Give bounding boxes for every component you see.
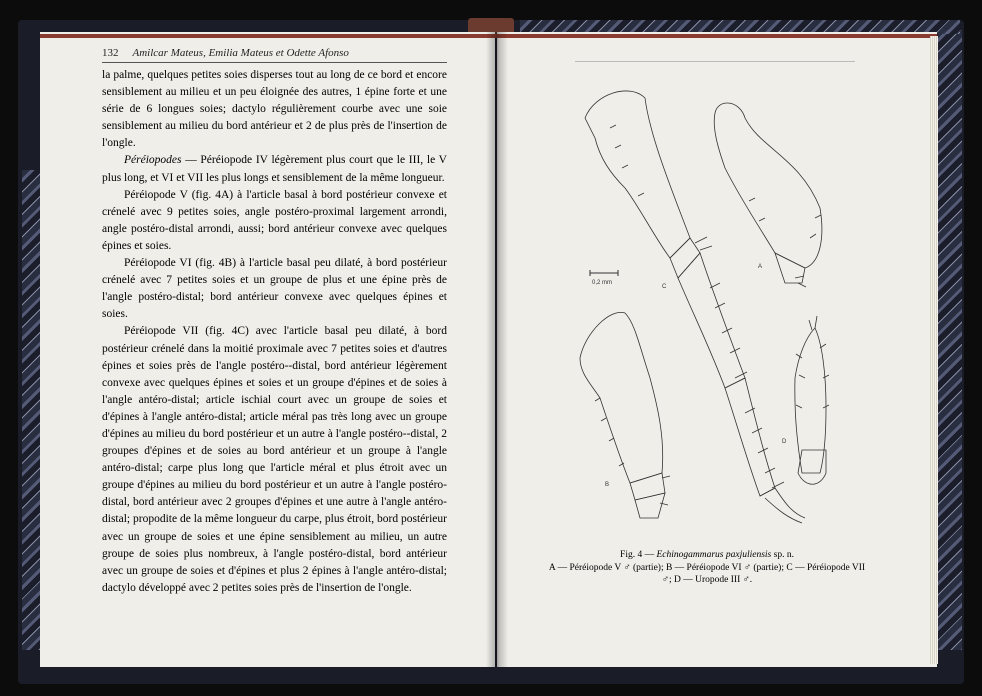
periopodes-text: — Péréiopode IV légèrement plus court que le III, le V plus long, et VI et VII les plus longs et sensiblement de la même longueur.: [102, 154, 447, 184]
paragraph-continuation: la palme, quelques petites soies disperses tout au long de ce bord et encore sensiblement au milieu et un peu éloignée des autres, 1 épine forte et une série de 6 longues soies; dactylo régulièrement courbe avec une soie sensiblement au milieu du bord antérieur et 2 de plus près de l'insertion de l'ongle.: [102, 69, 447, 150]
page-edge-right: [930, 36, 938, 664]
appendage-a: [714, 103, 822, 287]
figure-caption: [548, 549, 866, 587]
paragraph-periopodes: [102, 152, 447, 186]
caption-lead: Fig. 4 — Echinogammarus paxjuliensis sp. n.: [620, 550, 794, 560]
appendage-d: [795, 316, 829, 484]
body-text: [102, 67, 447, 597]
appendage-b: [580, 312, 670, 518]
appendage-c: [585, 91, 805, 523]
scale-bar-label: 0,2 mm: [592, 280, 613, 286]
periopodes-heading: Péréiopodes: [124, 154, 182, 167]
label-d: D: [782, 439, 787, 445]
scale-bar: [590, 270, 618, 276]
paragraph-periopode-vii: Péréiopode VII (fig. 4C) avec l'article basal peu dilaté, à bord postérieur crénelé dans la moitié proximale avec 7 petites soies et d'autres épines et soies près de l'angle postéro--distal, bord antérieur légèrement convexe avec quelques épines et soies et un groupe d'épines et de soies à l'angle antéro-distal; article ischial court avec un groupe de soies et d'épines à l'angle antéro-distal; article méral pas très long avec un groupe d'épines au milieu du bord postérieur et un autre à l'angle postéro--distal, 2 groupes d'épines et de soies au bord antérieur et un groupe à l'angle antéro-distal; carpe plus long que l'article méral et plus étroit avec un groupe d'épines au milieu du bord postérieur et un autre à l'angle postéro-distal, bord antérieur avec 2 groupes d'épines et une autre à l'angle antéro-distal; propodite de la même longueur du carpe, plus étroit, bord postérieur avec un groupe de soies et une épine sensiblement au milieu, un autre groupe de soies plus nombreux, à l'angle postéro-distal, bord antérieur avec un groupe de soies et d'épines et plus 2 épines à l'angle antéro-distal; dactylo développé avec 2 petites soies près de l'insertion de l'ongle.: [102, 325, 447, 594]
marbled-endpaper-right: [938, 30, 962, 650]
paragraph-periopode-v: Péréiopode V (fig. 4A) à l'article basal à bord postérieur convexe et crénelé avec 9 petites soies, angle postéro-proximal largement arrondi, angle postéro-distal arrondi, aussi; bord antérieur convexe avec quelques épines et soies.: [102, 188, 447, 252]
label-b: B: [605, 482, 610, 488]
authors-line: Amilcar Mateus, Emilia Mateus et Odette Afonso: [132, 47, 349, 59]
page-number: 132: [102, 47, 119, 59]
label-a: A: [758, 264, 763, 270]
paragraph-periopode-vi: Péréiopode VI (fig. 4B) à l'article basal peu dilaté, à bord postérieur crénelé avec 7 petites soies et un groupe de plus et une épine près de l'angle postéro-distal; bord antérieur convexe avec quelques épines et soies.: [102, 257, 447, 321]
right-running-head-faint: [575, 47, 855, 62]
marbled-endpaper-left: [22, 170, 42, 650]
book-gutter: [486, 32, 508, 667]
figure-4-drawing: [540, 78, 900, 548]
caption-body: A — Péréiopode V ♂ (partie); B — Péréiopode VI ♂ (partie); C — Péréiopode VII ♂; D — Uropode III ♂.: [548, 562, 866, 585]
caption-species: Echinogammarus paxjuliensis: [656, 550, 772, 560]
label-c: C: [662, 284, 667, 290]
running-head: [102, 47, 447, 63]
